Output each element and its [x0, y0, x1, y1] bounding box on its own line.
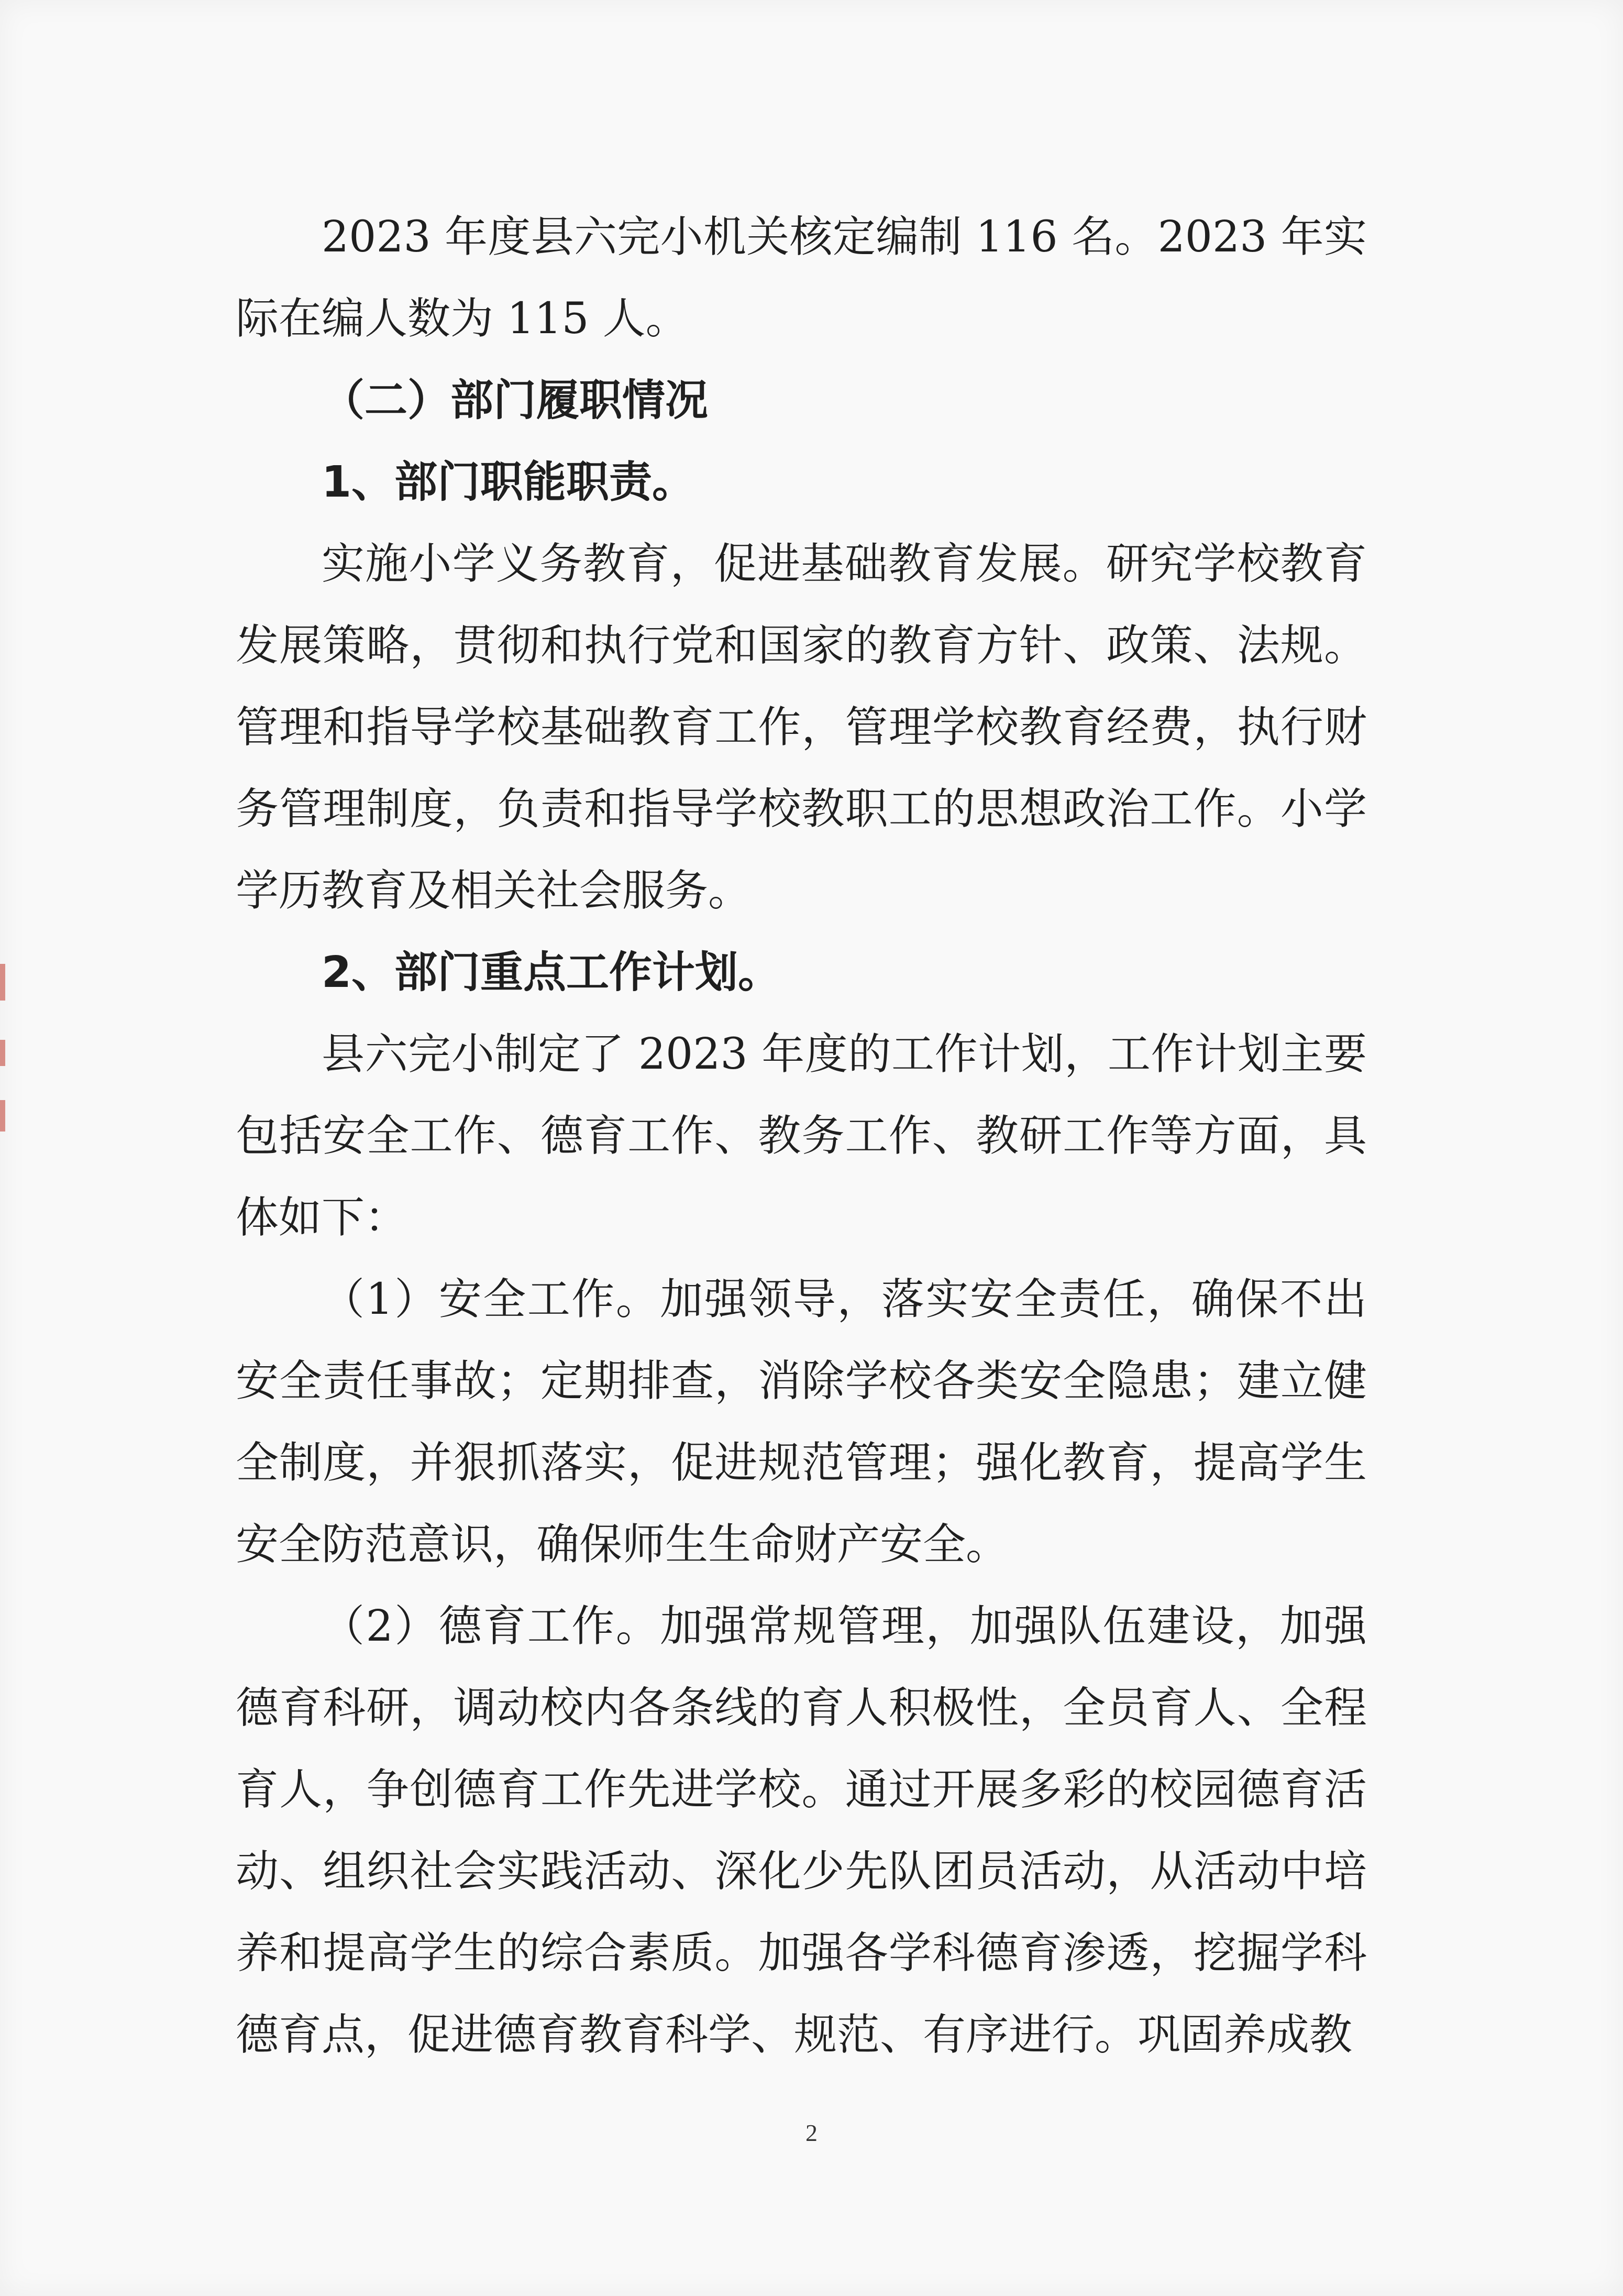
subheading-work-plan: 2、部门重点工作计划。	[322, 948, 781, 997]
paragraph-work-plan: 县六完小制定了 2023 年度的工作计划，工作计划主要包括安全工作、德育工作、教务工作、教研工作等方面，具体如下：	[236, 1029, 1367, 1243]
page-number: 2	[805, 2119, 818, 2146]
paragraph-staffing: 2023 年度县六完小机关核定编制 116 名。2023 年实际在编人数为 115 人。	[236, 212, 1367, 344]
binding-mark	[0, 1100, 5, 1131]
section-heading-duties: （二）部门履职情况	[322, 376, 709, 425]
subheading-functions: 1、部门职能职责。	[322, 457, 695, 507]
paragraph-functions: 实施小学义务教育，促进基础教育发展。研究学校教育发展策略，贯彻和执行党和国家的教育方针、政策、法规。管理和指导学校基础教育工作，管理学校教育经费，执行财务管理制度，负责和指导学校教职工的思想政治工作。小学学历教育及相关社会服务。	[236, 539, 1367, 916]
paragraph-moral-education: （2）德育工作。加强常规管理，加强队伍建设，加强德育科研，调动校内各条线的育人积极性，全员育人、全程育人，争创德育工作先进学校。通过开展多彩的校园德育活动、组织社会实践活动、深化少先队团员活动，从活动中培养和提高学生的综合素质。加强各学科德育渗透，挖掘学科德育点，促进德育教育科学、规范、有序进行。巩固养成教	[236, 1601, 1367, 2060]
paragraph-safety-work: （1）安全工作。加强领导，落实安全责任，确保不出安全责任事故；定期排查，消除学校各类安全隐患；建立健全制度，并狠抓落实，促进规范管理；强化教育，提高学生安全防范意识，确保师生生命财产安全。	[236, 1275, 1367, 1569]
binding-mark	[0, 1040, 5, 1066]
binding-mark	[0, 964, 5, 1001]
document-body	[236, 196, 1367, 2076]
